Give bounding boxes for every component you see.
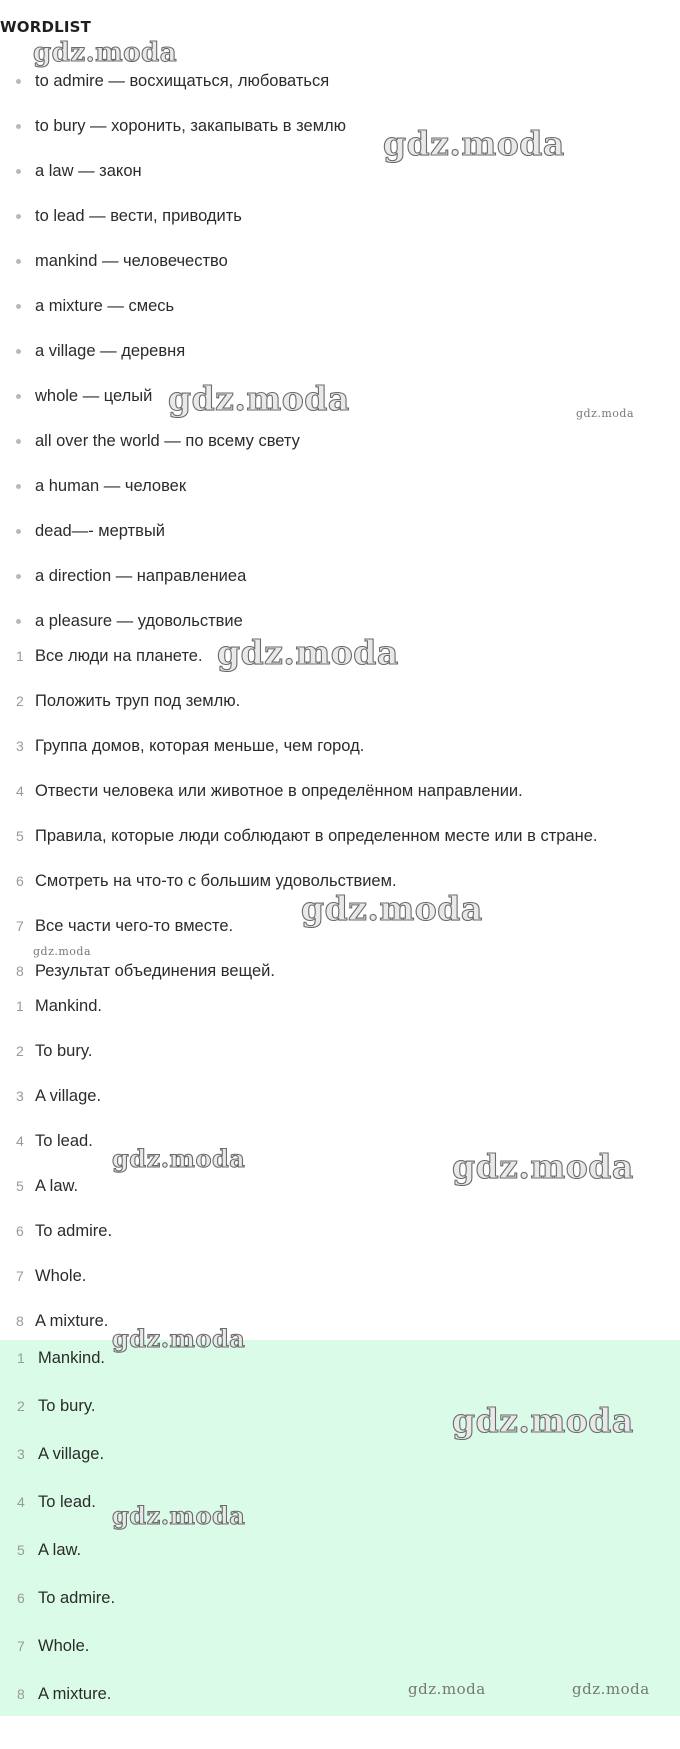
list-item: [0, 429, 300, 453]
highlighted-answer-item: [0, 1394, 95, 1418]
answer-text: To admire.: [38, 1588, 116, 1607]
definition-item: [0, 824, 598, 848]
bullet-icon: [16, 169, 21, 174]
watermark-logo: gdz.moda: [383, 124, 565, 163]
definition-item: [0, 689, 240, 713]
list-item: [0, 339, 185, 363]
item-number: 1: [17, 1350, 25, 1366]
highlighted-answer-item: [0, 1682, 111, 1706]
definition-item: [0, 644, 203, 668]
definition-item: [0, 959, 275, 983]
item-number: 1: [16, 648, 24, 664]
item-number: 3: [17, 1446, 25, 1462]
answer-item: [0, 1084, 101, 1108]
item-number: 2: [16, 693, 24, 709]
definition-text: Смотреть на что-то с большим удовольствием.: [35, 871, 397, 890]
answer-text: To admire.: [35, 1221, 113, 1240]
bullet-icon: [16, 304, 21, 309]
item-number: 7: [16, 1268, 24, 1284]
list-item: [0, 564, 246, 588]
answer-text: Whole.: [35, 1266, 87, 1285]
answer-text: To lead.: [35, 1131, 93, 1150]
item-number: 4: [17, 1494, 25, 1510]
watermark-logo: gdz.moda: [33, 945, 92, 958]
definition-item: [0, 914, 233, 938]
definition-text: Группа домов, которая меньше, чем город.: [35, 736, 365, 755]
watermark-logo: gdz.moda: [452, 1147, 634, 1186]
answer-text: A mixture.: [38, 1684, 112, 1703]
answer-text: To lead.: [38, 1492, 96, 1511]
bullet-icon: [16, 394, 21, 399]
item-number: 8: [16, 963, 24, 979]
definition-text: Результат объединения вещей.: [35, 961, 275, 980]
list-item-text: mankind — человечество: [35, 251, 228, 270]
watermark-logo: gdz.moda: [408, 1680, 486, 1698]
item-number: 5: [16, 828, 24, 844]
item-number: 6: [16, 873, 24, 889]
watermark-logo: gdz.moda: [301, 889, 483, 928]
bullet-icon: [16, 439, 21, 444]
list-item: [0, 114, 346, 138]
watermark-logo: gdz.moda: [217, 633, 399, 672]
list-item: [0, 69, 329, 93]
answer-text: Whole.: [38, 1636, 90, 1655]
item-number: 6: [17, 1590, 25, 1606]
definition-text: Положить труп под землю.: [35, 691, 241, 710]
bullet-icon: [16, 124, 21, 129]
item-number: 5: [17, 1542, 25, 1558]
answer-item: [0, 1039, 92, 1063]
bullet-icon: [16, 619, 21, 624]
list-item-text: a human — человек: [35, 476, 187, 495]
list-item: [0, 249, 228, 273]
list-item: [0, 474, 186, 498]
item-number: 6: [16, 1223, 24, 1239]
list-item-text: a village — деревня: [35, 341, 186, 360]
definition-text: Все люди на планете.: [35, 646, 203, 665]
highlighted-answer-item: [0, 1538, 81, 1562]
definition-text: Все части чего-то вместе.: [35, 916, 234, 935]
item-number: 8: [16, 1313, 24, 1329]
answer-text: A village.: [38, 1444, 105, 1463]
bullet-icon: [16, 349, 21, 354]
answer-text: To bury.: [35, 1041, 93, 1060]
definition-text: Отвести человека или животное в определённом направлении.: [35, 781, 523, 800]
list-item-text: all over the world — по всему свету: [35, 431, 300, 450]
answer-item: [0, 1219, 112, 1243]
watermark-logo: gdz.moda: [168, 379, 350, 418]
answer-item: [0, 1264, 86, 1288]
watermark-logo: gdz.moda: [112, 1324, 246, 1353]
item-number: 5: [16, 1178, 24, 1194]
watermark-logo: gdz.moda: [452, 1401, 634, 1440]
list-item-text: dead—- мертвый: [35, 521, 166, 540]
list-item-text: to lead — вести, приводить: [35, 206, 242, 225]
item-number: 2: [17, 1398, 25, 1414]
bullet-icon: [16, 79, 21, 84]
item-number: 1: [16, 998, 24, 1014]
list-item-text: to admire — восхищаться, любоваться: [35, 71, 330, 90]
watermark-logo: gdz.moda: [112, 1144, 246, 1173]
list-item-text: to bury — хоронить, закапывать в землю: [35, 116, 347, 135]
answer-box: [0, 1340, 680, 1716]
answer-item: [0, 1129, 93, 1153]
answer-text: To bury.: [38, 1396, 96, 1415]
item-number: 3: [16, 1088, 24, 1104]
list-item: [0, 294, 174, 318]
item-number: 7: [16, 918, 24, 934]
bullet-icon: [16, 574, 21, 579]
item-number: 7: [17, 1638, 25, 1654]
item-number: 4: [16, 783, 24, 799]
list-item: [0, 519, 165, 543]
answer-item: [0, 994, 102, 1018]
definition-item: [0, 779, 523, 803]
list-item: [0, 609, 243, 633]
bullet-icon: [16, 529, 21, 534]
list-item: [0, 384, 152, 408]
definition-item: [0, 734, 364, 758]
list-item-text: a mixture — смесь: [35, 296, 175, 315]
bullet-icon: [16, 484, 21, 489]
highlighted-answer-item: [0, 1442, 104, 1466]
watermark-logo: gdz.moda: [572, 1680, 650, 1698]
list-item-text: a law — закон: [35, 161, 142, 180]
watermark-logo: gdz.moda: [33, 38, 178, 68]
answer-text: A village.: [35, 1086, 102, 1105]
answer-text: Mankind.: [35, 996, 102, 1015]
item-number: 8: [17, 1686, 25, 1702]
item-number: 2: [16, 1043, 24, 1059]
answer-text: A law.: [35, 1176, 79, 1195]
bullet-icon: [16, 259, 21, 264]
list-item: [0, 159, 142, 183]
item-number: 4: [16, 1133, 24, 1149]
answer-item: [0, 1174, 78, 1198]
answer-text: Mankind.: [38, 1348, 105, 1367]
highlighted-answer-item: [0, 1346, 105, 1370]
list-item: [0, 204, 242, 228]
highlighted-answer-item: [0, 1586, 115, 1610]
definition-item: [0, 869, 397, 893]
answer-text: A mixture.: [35, 1311, 109, 1330]
list-item-text: whole — целый: [35, 386, 153, 405]
item-number: 3: [16, 738, 24, 754]
definition-text: Правила, которые люди соблюдают в определенном месте или в стране.: [35, 826, 598, 845]
highlighted-answer-item: [0, 1634, 89, 1658]
watermark-logo: gdz.moda: [576, 407, 635, 420]
list-item-text: a direction — направлениеа: [35, 566, 247, 585]
highlighted-answer-item: [0, 1490, 96, 1514]
watermark-logo: gdz.moda: [112, 1501, 246, 1530]
answer-text: A law.: [38, 1540, 82, 1559]
bullet-icon: [16, 214, 21, 219]
wordlist-heading: WORDLIST: [0, 18, 92, 36]
list-item-text: a pleasure — удовольствие: [35, 611, 243, 630]
answer-item: [0, 1309, 108, 1333]
